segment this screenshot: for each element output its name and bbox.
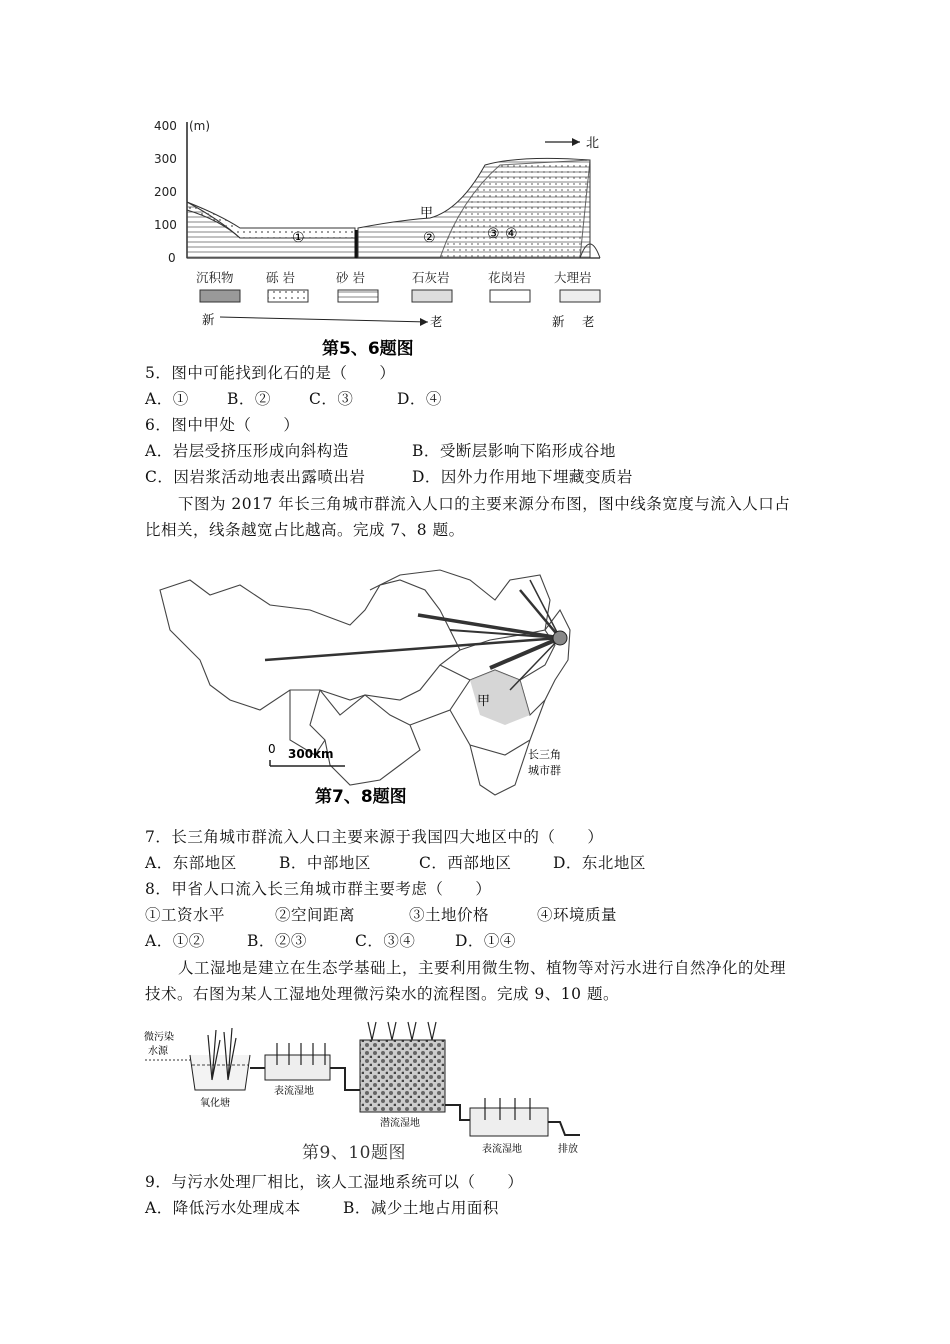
migration-map-figure [150,550,610,815]
outlet-label: 排放 [558,1144,578,1155]
q6-option-a[interactable]: A．岩层受挤压形成向斜构造 [145,442,349,460]
q6-option-d[interactable]: D．因外力作用地下埋藏变质岩 [412,468,633,486]
legend-limestone: 石灰岩 [412,270,450,285]
marker-1: ① [292,230,305,246]
q8-option-c[interactable]: C．③④ [355,932,416,950]
intro-7-8-line2: 比相关，线条越宽占比越高。完成 7、8 题。 [145,521,465,539]
marker-4: ④ [505,226,518,242]
age-old: 老 [430,314,443,329]
y-tick-400: 400 [154,119,177,133]
q9-option-a[interactable]: A．降低污水处理成本 [145,1199,301,1217]
q5-option-a[interactable]: A．① [145,390,189,408]
q8-option-d[interactable]: D．①④ [455,932,516,950]
q7-option-d[interactable]: D．东北地区 [553,854,646,872]
north-label: 北 [586,136,600,151]
figure-caption-9-10: 第9、10题图 [302,1143,406,1163]
question-7-stem: 7．长三角城市群流入人口主要来源于我国四大地区中的（ ） [145,828,604,846]
age-new-2: 新 [552,314,565,329]
question-7-options [145,851,646,873]
question-8-options [145,929,516,951]
question-8-stem: 8．甲省人口流入长三角城市群主要考虑（ ） [145,880,492,898]
question-6-stem: 6．图中甲处（ ） [145,416,300,434]
question-6-options-row1 [145,439,616,461]
question-9-stem: 9．与污水处理厂相比，该人工湿地系统可以（ ） [145,1173,524,1191]
q5-option-b[interactable]: B．② [227,390,271,408]
q6-option-b[interactable]: B．受断层影响下陷形成谷地 [412,442,616,460]
q7-option-c[interactable]: C．西部地区 [419,854,512,872]
legend-conglomerate: 砾 岩 [266,270,295,285]
scale-label: 300km [288,747,334,761]
legend-marble: 大理岩 [554,270,592,285]
legend-sandstone: 砂 岩 [336,270,365,285]
figure-caption-7-8: 第7、8题图 [315,787,407,807]
q7-option-a[interactable]: A．东部地区 [145,854,237,872]
intro-9-10-line1: 人工湿地是建立在生态学基础上，主要利用微生物、植物等对污水进行自然净化的处理 [178,959,787,977]
marker-jia: 甲 [420,206,434,221]
q5-option-d[interactable]: D．④ [397,390,442,408]
q8-factor-4: ④环境质量 [537,906,618,924]
pond3-label: 潜流湿地 [380,1118,420,1129]
pond1-label: 氧化塘 [200,1098,230,1109]
map-legend-line1: 长三角 [528,748,561,761]
q5-option-c[interactable]: C．③ [309,390,354,408]
q8-factor-3: ③土地价格 [409,906,490,924]
y-tick-300: 300 [154,152,177,166]
question-5-options [145,387,442,409]
question-9-options [145,1196,499,1218]
figure-caption-5-6: 第5、6题图 [322,339,414,359]
intro-7-8-line1: 下图为 2017 年长三角城市群流入人口的主要来源分布图，图中线条宽度与流入人口占 [178,495,791,513]
q8-factor-1: ①工资水平 [145,906,226,924]
legend-sediment: 沉积物 [196,270,234,285]
q8-factor-2: ②空间距离 [275,906,356,924]
source-label-line1: 微污染 [144,1032,174,1043]
marker-2: ② [423,230,436,246]
marker-3: ③ [487,226,500,242]
y-tick-200: 200 [154,185,177,199]
map-legend-line2: 城市群 [528,764,561,777]
q7-option-b[interactable]: B．中部地区 [279,854,371,872]
y-tick-100: 100 [154,218,177,232]
legend-granite: 花岗岩 [488,270,526,285]
q8-option-b[interactable]: B．②③ [247,932,307,950]
question-8-factors [145,903,617,925]
scale-zero: 0 [268,742,276,756]
age-new: 新 [202,312,215,327]
intro-9-10-line2: 技术。右图为某人工湿地处理微污染水的流程图。完成 9、10 题。 [145,985,619,1003]
y-unit: (m) [189,119,211,133]
map-label-jia: 甲 [477,694,491,709]
pond4-label: 表流湿地 [482,1144,522,1155]
question-5-stem: 5．图中可能找到化石的是（ ） [145,364,396,382]
source-label-line2: 水源 [148,1046,168,1057]
geology-cross-section-figure [140,110,610,360]
age-old-2: 老 [582,314,595,329]
q8-option-a[interactable]: A．①② [145,932,205,950]
pond2-label: 表流湿地 [274,1086,314,1097]
question-6-options-row2 [145,465,633,487]
q6-option-c[interactable]: C．因岩浆活动地表出露喷出岩 [145,468,366,486]
q9-option-b[interactable]: B．减少土地占用面积 [343,1199,499,1217]
y-tick-0: 0 [168,251,176,265]
